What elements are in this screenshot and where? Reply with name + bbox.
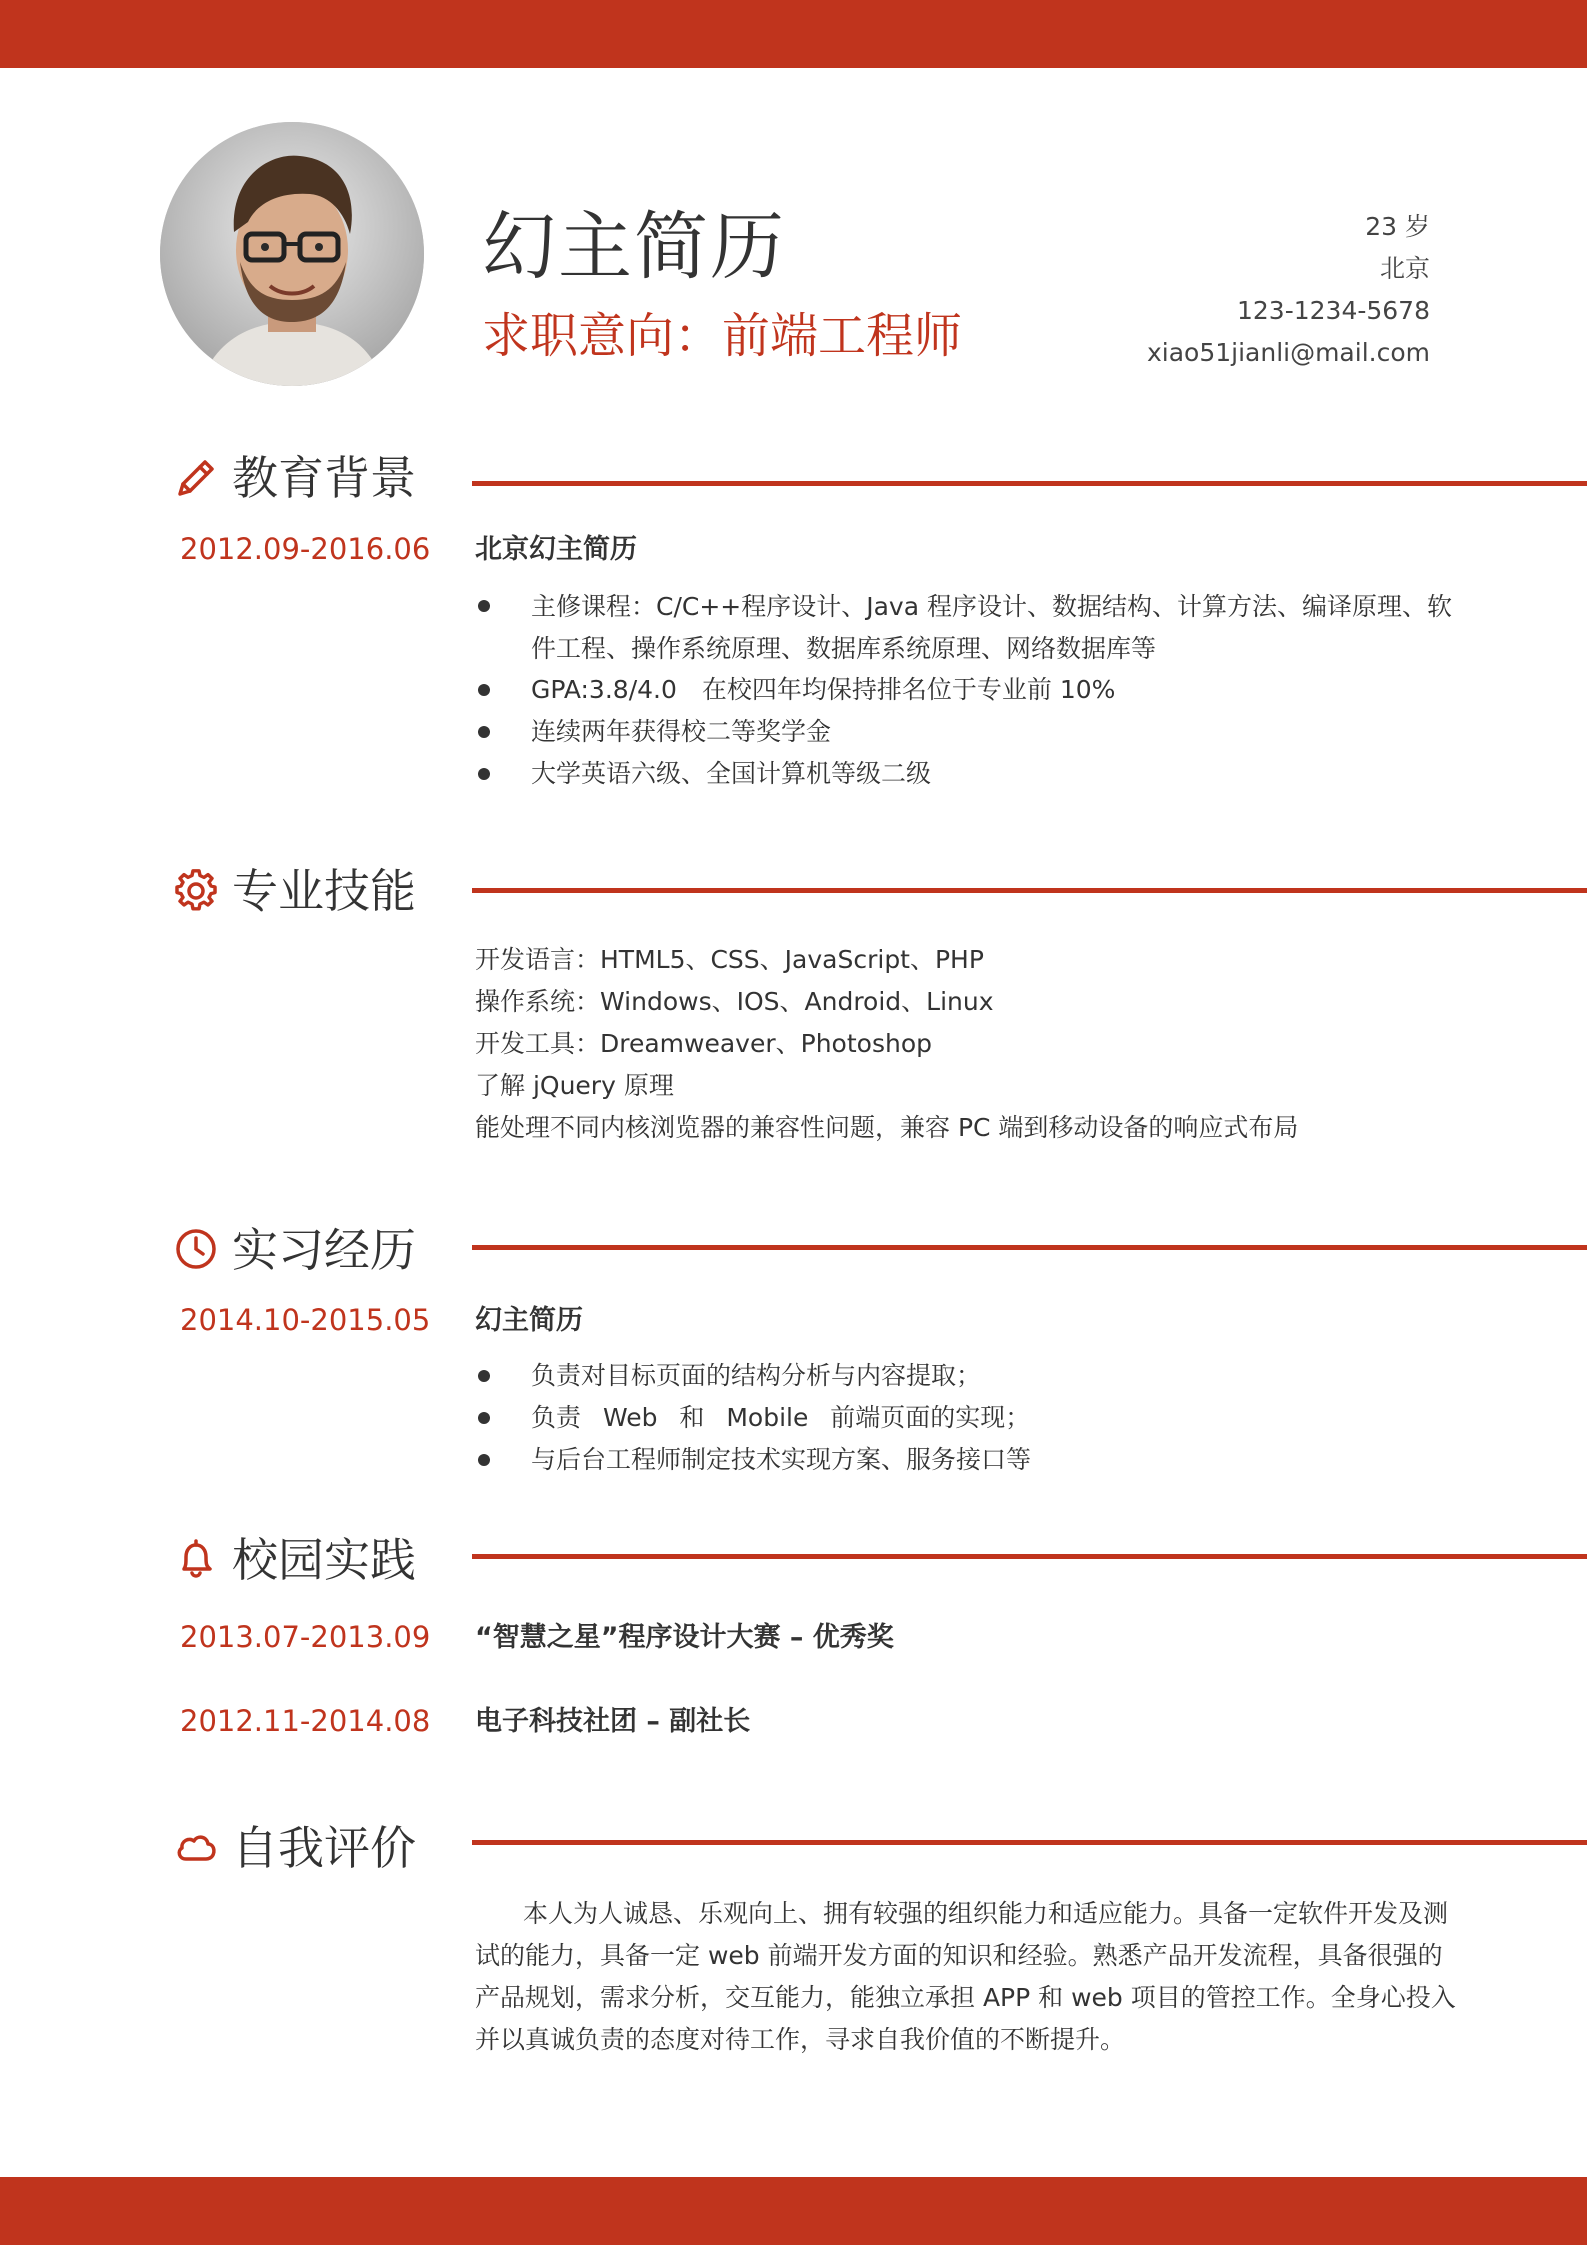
avatar-portrait-icon	[160, 122, 424, 386]
contact-city: 北京	[1379, 254, 1430, 283]
list-item: 负责对目标页面的结构分析与内容提取；	[531, 1361, 982, 1390]
section-divider	[472, 1245, 1587, 1250]
contact-phone: 123-1234-5678	[1236, 296, 1430, 325]
self-evaluation-line: 产品规划，需求分析，交互能力，能独立承担 APP 和 web 项目的管控工作。全身心投入	[475, 1983, 1456, 2012]
list-item: GPA:3.8/4.0 在校四年均保持排名位于专业前 10%	[531, 675, 1116, 704]
job-intent-label: 求职意向：	[482, 308, 723, 364]
list-item: 与后台工程师制定技术实现方案、服务接口等	[531, 1445, 1032, 1474]
campus-activity: “智慧之星”程序设计大赛 – 优秀奖	[475, 1622, 894, 1653]
job-intent	[482, 308, 963, 364]
campus-activity: 电子科技社团 – 副社长	[475, 1706, 751, 1737]
campus-date: 2012.11-2014.08	[180, 1704, 431, 1738]
education-date: 2012.09-2016.06	[180, 532, 431, 566]
section-title-internship: 实习经历	[232, 1223, 416, 1277]
internship-date: 2014.10-2015.05	[180, 1303, 431, 1337]
section-title-self-evaluation: 自我评价	[232, 1821, 416, 1875]
contact-email: xiao51jianli@mail.com	[1146, 338, 1430, 367]
bullet-dot	[478, 1454, 490, 1466]
list-item: 件工程、操作系统原理、数据库系统原理、网络数据库等	[531, 634, 1157, 663]
bullet-dot	[478, 1370, 490, 1382]
contact-age: 23 岁	[1365, 212, 1430, 241]
bullet-dot	[478, 726, 490, 738]
bullet-dot	[478, 684, 490, 696]
skill-line: 了解 jQuery 原理	[475, 1071, 674, 1100]
avatar	[160, 122, 424, 386]
skill-line: 开发工具：Dreamweaver、Photoshop	[475, 1029, 932, 1058]
skill-line: 操作系统：Windows、IOS、Android、Linux	[475, 987, 994, 1016]
list-item: 主修课程：C/C++程序设计、Java 程序设计、数据结构、计算方法、编译原理、软	[531, 592, 1452, 621]
campus-date: 2013.07-2013.09	[180, 1620, 431, 1654]
bullet-dot	[478, 768, 490, 780]
skill-line: 开发语言：HTML5、CSS、JavaScript、PHP	[475, 945, 984, 974]
bell-icon	[174, 1537, 218, 1581]
pencil-icon	[174, 456, 218, 500]
internship-company: 幻主简历	[475, 1305, 583, 1336]
section-title-campus: 校园实践	[232, 1533, 416, 1587]
list-item: 连续两年获得校二等奖学金	[531, 717, 832, 746]
section-divider	[472, 888, 1587, 893]
skill-line: 能处理不同内核浏览器的兼容性问题，兼容 PC 端到移动设备的响应式布局	[475, 1113, 1299, 1142]
section-divider	[472, 481, 1587, 486]
self-evaluation-line: 本人为人诚恳、乐观向上、拥有较强的组织能力和适应能力。具备一定软件开发及测	[523, 1899, 1449, 1928]
list-item: 大学英语六级、全国计算机等级二级	[531, 759, 932, 788]
job-intent-value: 前端工程师	[722, 308, 963, 364]
list-item: 负责 Web 和 Mobile 前端页面的实现；	[531, 1403, 1031, 1432]
bottom-accent-bar	[0, 2177, 1587, 2245]
gear-icon	[174, 869, 218, 913]
bullet-dot	[478, 600, 490, 612]
section-title-education: 教育背景	[232, 451, 416, 505]
education-school: 北京幻主简历	[475, 534, 637, 565]
bullet-dot	[478, 1412, 490, 1424]
resume-name: 幻主简历	[482, 204, 786, 290]
clock-icon	[174, 1227, 218, 1271]
section-divider	[472, 1554, 1587, 1559]
self-evaluation-line: 并以真诚负责的态度对待工作，寻求自我价值的不断提升。	[475, 2025, 1126, 2054]
self-evaluation-line: 试的能力，具备一定 web 前端开发方面的知识和经验。熟悉产品开发流程，具备很强的	[475, 1941, 1443, 1970]
section-divider	[472, 1840, 1587, 1845]
cloud-icon	[174, 1827, 218, 1871]
top-accent-bar	[0, 0, 1587, 68]
section-title-skills: 专业技能	[232, 864, 416, 918]
